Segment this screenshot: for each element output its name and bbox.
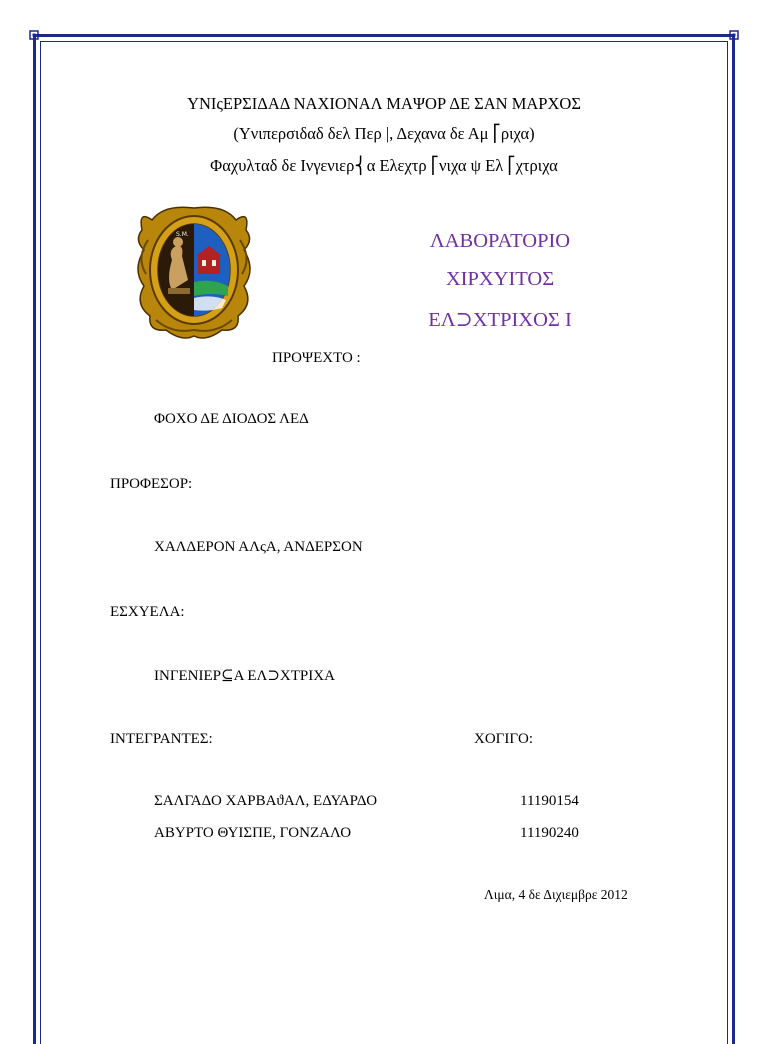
border-corner-ornament-icon <box>729 30 739 40</box>
members-label: ΙΝΤΕΓΡΑΝΤΕΣ: <box>110 731 213 747</box>
border-corner-ornament-icon <box>29 30 39 40</box>
school-label: ΕΣΧΥΕΛΑ: <box>110 604 185 620</box>
lab-title-line1: ΛΑΒΟΡΑΤΟΡΙΟ <box>429 230 571 252</box>
university-subtitle: (Υνιπερσιδαδ δελ Περ |, Δεχανα δε Αμ ⎡ριχα) <box>233 124 535 143</box>
lab-title-line3: ΕΛ⊃ΧΤΡΙΧΟΣ Ι <box>428 309 572 331</box>
professor-value: ΧΑΛΔΕΡΟΝ ΑΛςΑ, ΑΝΔΕΡΣΟΝ <box>154 539 363 555</box>
svg-text:S.M.: S.M. <box>176 231 189 238</box>
university-name: ΥΝΙςΕΡΣΙΔΑΔ ΝΑΧΙΟΝΑΛ ΜΑΨΟΡ ΔΕ ΣΑΝ ΜΑΡΧΟΣ <box>187 94 581 113</box>
member-name: ΑΒΥΡΤΟ ΘΥΙΣΠΕ, ΓΟΝΖΑΛΟ <box>154 825 352 841</box>
member-code: 11190240 <box>520 825 579 841</box>
faculty-name: Φαχυλταδ δε Ινγενιερ⎨α Ελεχτρ ⎡νιχα ψ Ελ ⎡χτριχα <box>210 156 558 175</box>
project-label: ΠΡΟΨΕΧΤΟ : <box>272 350 361 366</box>
professor-label: ΠΡΟΦΕΣΟΡ: <box>110 476 193 492</box>
university-crest-icon <box>132 200 256 344</box>
member-name: ΣΑΛΓΑΔΟ ΧΑΡΒΑϑΑΛ, ΕΔΥΑΡΔΟ <box>154 793 378 809</box>
code-label: ΧΟΓΙΓΟ: <box>474 731 534 747</box>
member-code: 11190154 <box>520 793 579 809</box>
school-value: ΙΝΓΕΝΙΕΡ⊆Α ΕΛ⊃ΧΤΡΙΧΑ <box>154 668 335 684</box>
project-value: ΦΟΧΟ ΔΕ ΔΙΟΔΟΣ ΛΕΔ <box>154 411 309 427</box>
date-line: Λιμα, 4 δε Διχιεμβρε 2012 <box>484 887 628 902</box>
lab-title-line2: ΧΙΡΧΥΙΤΟΣ <box>445 268 555 290</box>
